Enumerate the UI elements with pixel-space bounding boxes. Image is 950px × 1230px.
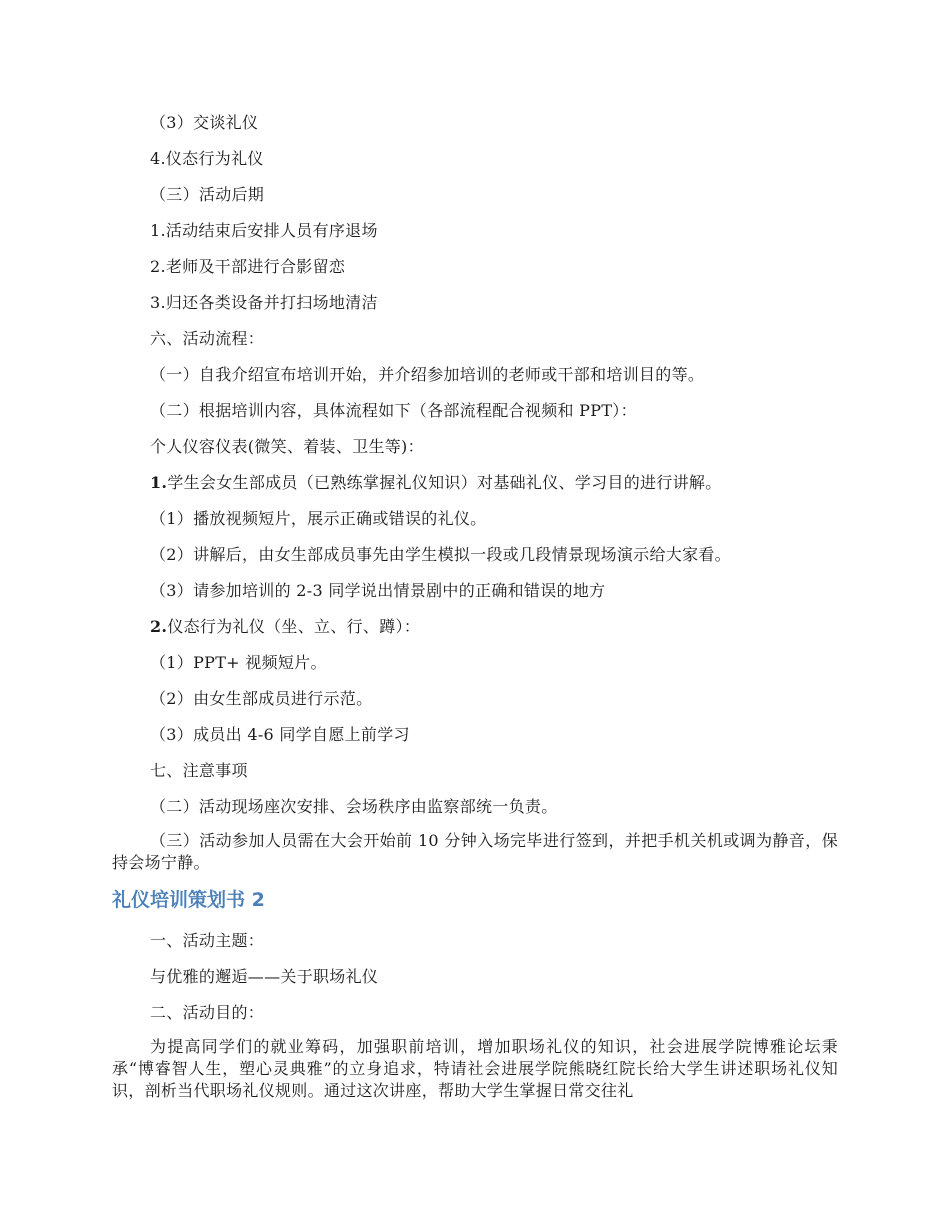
numbered-item (150, 616, 420, 638)
paragraph: 为提高同学们的就业筹码，加强职前培训，增加职场礼仪的知识，社会进展学院博雅论坛秉承“博睿智人生，塑心灵典雅”的立身追求，特请社会进展学院熊晓红院长给大学生讲述职场礼仪知识，剖析当代职场礼仪规则。通过这次讲座，帮助大学生掌握日常交往礼 (112, 1037, 838, 1100)
text-line: （三）活动后期 (150, 185, 265, 204)
section-heading-process: 六、活动流程： (150, 329, 265, 348)
text-line: （2）由女生部成员进行示范。 (150, 689, 373, 708)
section-heading-purpose: 二、活动目的： (150, 1003, 265, 1022)
text-line: 个人仪容仪表(微笑、着装、卫生等)： (150, 437, 424, 456)
item-number: 1. (150, 473, 168, 492)
document-heading: 礼仪培训策划书 2 (112, 889, 265, 911)
text-line: （2）讲解后，由女生部成员事先由学生模拟一段或几段情景现场演示给大家看。 (150, 545, 731, 564)
text-line: 4.仪态行为礼仪 (150, 149, 264, 168)
text-line: （二）活动现场座次安排、会场秩序由监察部统一负责。 (150, 797, 558, 816)
text-line: 与优雅的邂逅——关于职场礼仪 (150, 967, 379, 986)
text-line: 1.活动结束后安排人员有序退场 (150, 221, 378, 240)
text-line: （3）交谈礼仪 (150, 113, 259, 132)
section-heading-notes: 七、注意事项 (150, 761, 248, 780)
item-text: 仪态行为礼仪（坐、立、行、蹲）： (167, 617, 421, 636)
text-line: 2.老师及干部进行合影留恋 (150, 257, 346, 276)
text-line: （1）PPT+ 视频短片。 (150, 653, 327, 672)
numbered-item (150, 472, 722, 494)
text-line: （3）请参加培训的 2-3 同学说出情景剧中的正确和错误的地方 (150, 581, 606, 600)
item-text: 学生会女生部成员（已熟练掌握礼仪知识）对基础礼仪、学习目的进行讲解。 (167, 473, 722, 492)
paragraph: （三）活动参加人员需在大会开始前 10 分钟入场完毕进行签到，并把手机关机或调为静音，保持会场宁静。 (112, 831, 838, 872)
text-line: （1）播放视频短片，展示正确或错误的礼仪。 (150, 509, 487, 528)
section-heading-theme: 一、活动主题： (150, 931, 265, 950)
text-line: 3.归还各类设备并打扫场地清洁 (150, 293, 378, 312)
text-line: （一）自我介绍宣布培训开始，并介绍参加培训的老师或干部和培训目的等。 (150, 365, 705, 384)
text-line: （3）成员出 4-6 同学自愿上前学习 (150, 725, 410, 744)
text-line: （二）根据培训内容，具体流程如下（各部流程配合视频和 PPT）： (150, 401, 637, 420)
item-number: 2. (150, 617, 168, 636)
